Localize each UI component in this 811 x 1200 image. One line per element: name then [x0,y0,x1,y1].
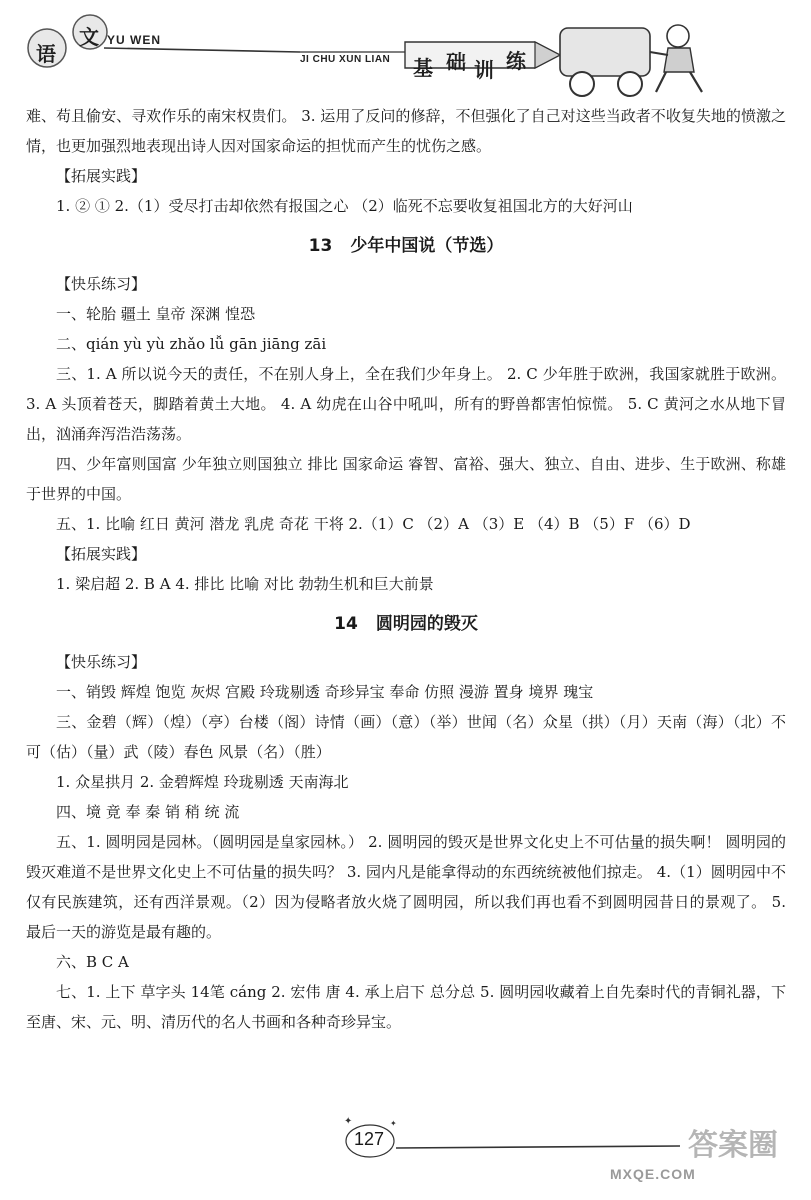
answer-item: 五、1. 圆明园是园林。（圆明园是皇家园林。） 2. 圆明园的毁灭是世界文化史上不可估量的损失啊！ 圆明园的毁灭难道不是世界文化史上不可估量的损失吗？ 3. 园内凡是能拿得动的东西统统被他们掠走。 4.（1）圆明园中不仅有民族建筑，还有西洋景观。（2）因为侵略者放火烧了圆明园，所以我们再也看不到圆明园昔日的景观了。 5. 最后一天的游览是最有趣的。 [26,833,786,941]
lesson-title-text: 圆明园的毁灭 [375,614,478,634]
answer-item: 三、金碧（辉）（煌）（亭）台楼（阁）诗情（画）（意）（举）世闻（名）众星（拱）（月）天南（海）（北）不可（估）（量）武（陵）春色 风景（名）（胜） [26,713,786,761]
page-header [0,0,811,100]
wheel-right-shape [618,72,642,96]
answer-item: 1. 梁启超 2. B A 4. 排比 比喻 对比 勃勃生机和巨大前景 [56,575,434,593]
series-char-xun: 训 [474,58,494,82]
section-heading-practice: 【快乐练习】 [56,653,147,671]
answer-item: 七、1. 上下 草字头 14笔 cáng 2. 宏伟 唐 4. 承上启下 总分总 5. 圆明园收藏着上自先秦时代的青铜礼器，下至唐、宋、元、明、清历代的名人书画和各种奇珍异宝。 [26,983,786,1031]
lesson-number: 13 [308,236,333,256]
lesson-number: 14 [334,614,358,634]
section-heading-extension: 【拓展实践】 [56,167,147,185]
wheel-left-shape [570,72,594,96]
pencil-tip-shape [535,42,560,68]
subject-pinyin: YU WEN [107,33,161,47]
answer-item: 四、少年富则国富 少年独立则国独立 排比 国家命运 睿智、富裕、强大、独立、自由、进步、生于欧洲、称雄于世界的中国。 [26,455,786,503]
section-heading-practice: 【快乐练习】 [56,275,147,293]
header-decoration [0,0,811,100]
answer-item: 二、qián yù yù zhǎo lǚ gān jiāng zāi [56,335,327,353]
subject-char-wen: 文 [79,25,99,49]
lesson-title-text: 少年中国说（节选） [350,236,504,256]
answer-item: 四、境 竟 奉 秦 销 稍 统 流 [56,803,240,821]
section-heading-extension: 【拓展实践】 [56,545,147,563]
answer-item: 1. 众星拱月 2. 金碧辉煌 玲珑剔透 天南海北 [56,773,349,791]
answer-item: 三、1. A 所以说今天的责任，不在别人身上，全在我们少年身上。 2. C 少年胜于欧洲，我国家就胜于欧洲。 3. A 头顶着苍天，脚踏着黄土大地。 4. A 幼虎在山谷中吼叫，所有的野兽都害怕惊慌。 5. C 黄河之水从地下冒出，汹涌奔泻浩浩荡荡。 [26,365,786,443]
watermark-logo-text: 答案圈 [688,1128,778,1163]
paragraph-continuation: 难、苟且偷安、寻欢作乐的南宋权贵们。 3. 运用了反问的修辞，不但强化了自己对这些当政者不收复失地的愤激之情，也更加强烈地表现出诗人因对国家命运的担忧而产生的忧伤之感。 [26,107,786,155]
extension-answers: 1. ② ① 2.（1）受尽打击却依然有报国之心 （2）临死不忘要收复祖国北方的大好河山 [56,197,633,215]
lesson-title-14 [26,599,786,647]
lesson-title-13 [26,221,786,269]
series-char-chu: 础 [446,50,466,74]
header-rule-left [104,48,300,52]
series-char-ji: 基 [413,56,433,80]
answer-item: 一、轮胎 疆土 皇帝 深渊 惶恐 [56,305,256,323]
subject-char-yu: 语 [36,42,56,66]
series-pinyin: JI CHU XUN LIAN [300,54,391,65]
person-head-shape [667,25,689,47]
answer-item: 一、销毁 辉煌 饱览 灰烬 宫殿 玲珑剔透 奇珍异宝 奉命 仿照 漫游 置身 境界 瑰宝 [56,683,594,701]
person-arm-shape [650,52,668,55]
page-number: 127 [354,1129,385,1149]
watermark-url: MXQE.COM [610,1166,696,1182]
answer-content [26,101,786,1037]
person-legs-shape [656,72,702,92]
sparkle-icon: ✦ [344,1116,353,1127]
answer-item: 六、B C A [56,953,129,971]
cannon-body-shape [560,28,650,76]
series-char-lian: 练 [506,49,526,73]
answer-item: 五、1. 比喻 红日 黄河 潜龙 乳虎 奇花 干将 2.（1）C （2）A （3）E （4）B （5）F （6）D [56,515,691,533]
person-body-shape [664,48,694,72]
footer-rule [396,1146,680,1148]
sparkle-icon: ✦ [390,1119,397,1128]
